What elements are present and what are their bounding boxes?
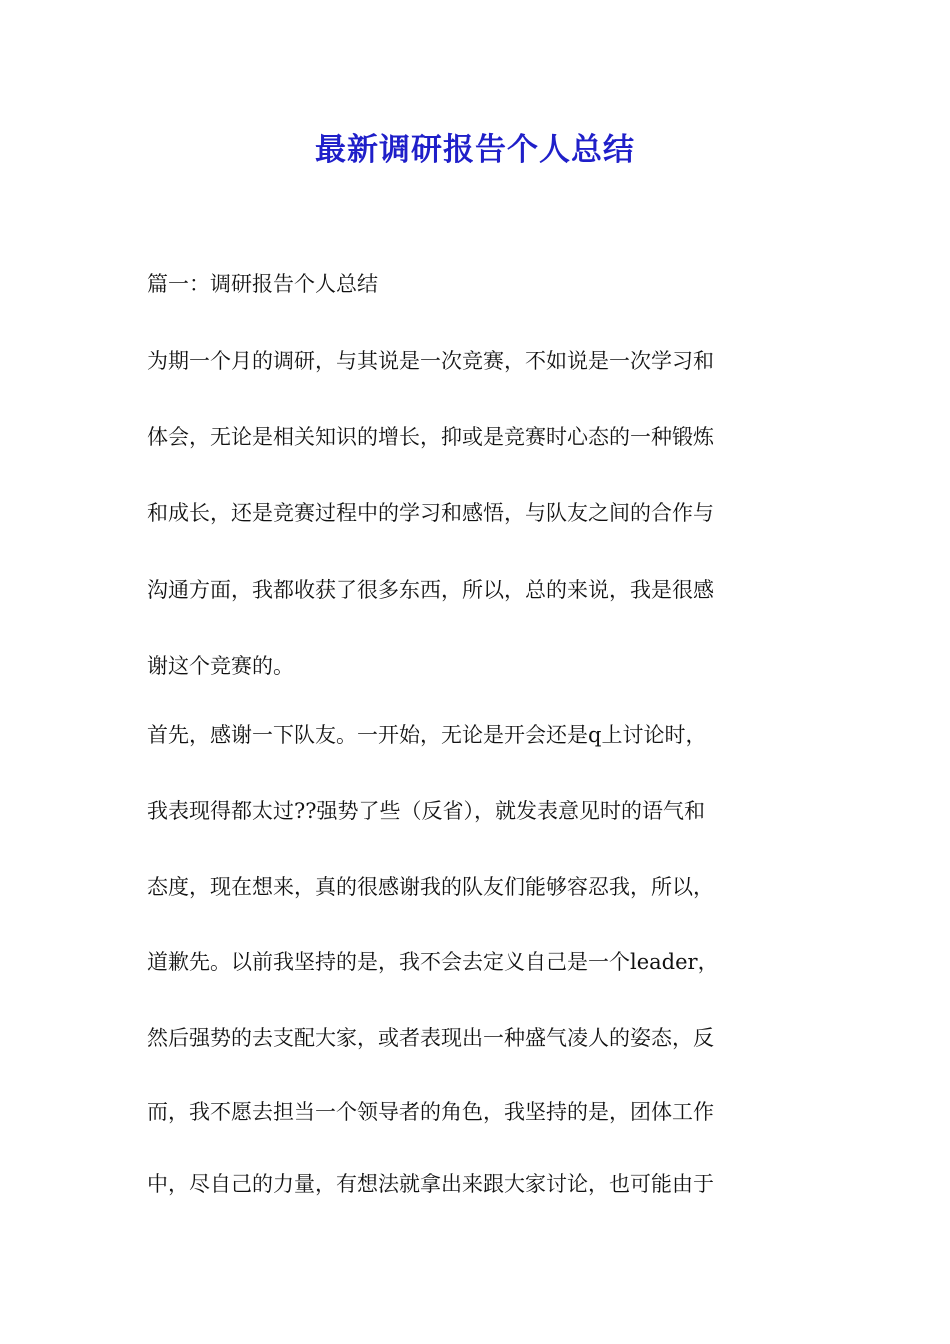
body-text-line: 然后强势的去支配大家，或者表现出一种盛气凌人的姿态，反: [147, 1026, 714, 1050]
body-text-line: 和成长，还是竞赛过程中的学习和感悟，与队友之间的合作与: [147, 501, 714, 525]
body-text-line: 沟通方面，我都收获了很多东西，所以，总的来说，我是很感: [147, 578, 714, 602]
body-text-line: 体会，无论是相关知识的增长，抑或是竞赛时心态的一种锻炼: [147, 425, 714, 449]
body-text-line: 而，我不愿去担当一个领导者的角色，我坚持的是，团体工作: [147, 1100, 714, 1124]
body-text-line: 我表现得都太过??强势了些（反省），就发表意见时的语气和: [147, 799, 706, 823]
section-heading: 篇一：调研报告个人总结: [147, 272, 378, 296]
body-text-line: 中，尽自己的力量，有想法就拿出来跟大家讨论，也可能由于: [147, 1172, 714, 1196]
document-title: 最新调研报告个人总结: [315, 132, 635, 168]
body-text-line: 态度，现在想来，真的很感谢我的队友们能够容忍我，所以，: [147, 875, 714, 899]
body-text-line: 道歉先。以前我坚持的是，我不会去定义自己是一个leader，: [147, 950, 719, 974]
body-text-line: 为期一个月的调研，与其说是一次竞赛，不如说是一次学习和: [147, 349, 714, 373]
body-text-line: 首先，感谢一下队友。一开始，无论是开会还是q上讨论时，: [147, 723, 707, 747]
body-text-line: 谢这个竞赛的。: [147, 654, 294, 678]
